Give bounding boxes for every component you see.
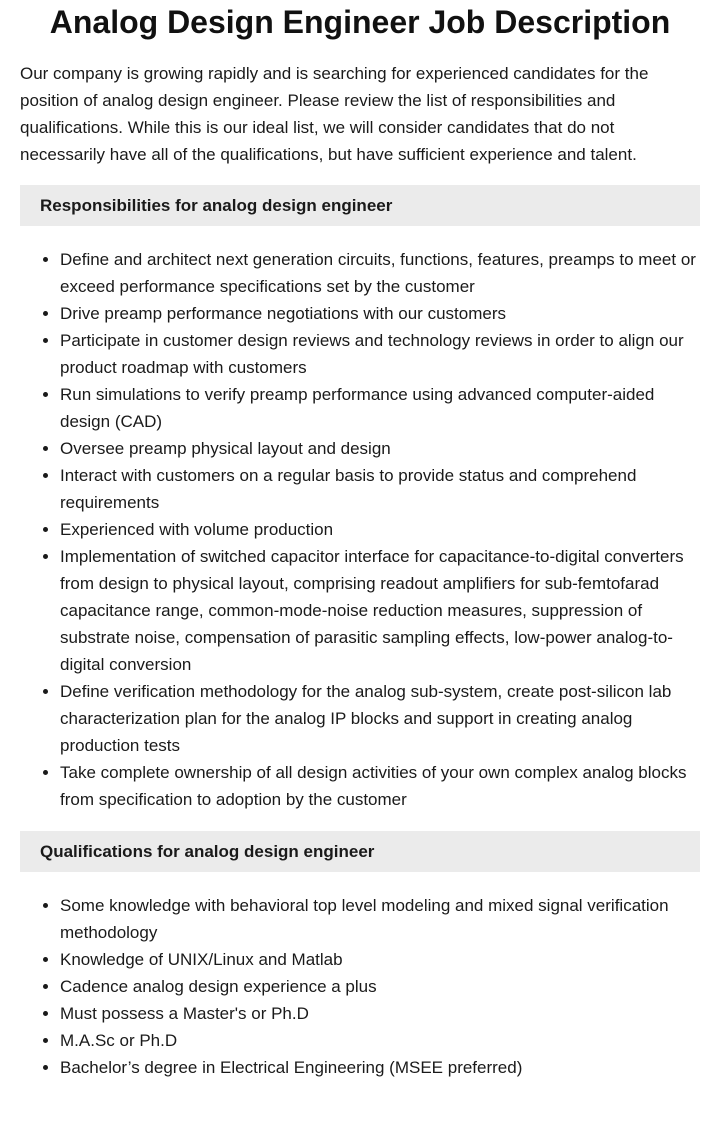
list-item: • Knowledge of UNIX/Linux and Matlab	[60, 946, 700, 973]
list-item: • Implementation of switched capacitor interface for capacitance-to-digital converters from design to physical layout, comprising readout amplifiers for sub-femtofarad capacitance range, common-mode-noise reduction measures, suppression of substrate noise, compensation of parasitic sampling effects, low-power analog-to-digital conversion	[60, 543, 700, 678]
list-item: • Interact with customers on a regular basis to provide status and comprehend requirements	[60, 462, 700, 516]
list-item: • Experienced with volume production	[60, 516, 700, 543]
list-item: • Define and architect next generation circuits, functions, features, preamps to meet or exceed performance specifications set by the customer	[60, 246, 700, 300]
qualifications-list	[20, 892, 700, 1081]
responsibilities-list	[20, 246, 700, 813]
list-item: • M.A.Sc or Ph.D	[60, 1027, 700, 1054]
responsibilities-heading: Responsibilities for analog design engineer	[20, 185, 700, 226]
list-item: • Cadence analog design experience a plus	[60, 973, 700, 1000]
qualifications-heading: Qualifications for analog design engineer	[20, 831, 700, 872]
list-item: • Bachelor’s degree in Electrical Engineering (MSEE preferred)	[60, 1054, 700, 1081]
intro-paragraph: Our company is growing rapidly and is searching for experienced candidates for the position of analog design engineer. Please review the list of responsibilities and qualifications. While this is our ideal list, we will consider candidates that do not necessarily have all of the qualifications, but have sufficient experience and talent.	[20, 64, 649, 164]
list-item: • Run simulations to verify preamp performance using advanced computer-aided design (CAD)	[60, 381, 700, 435]
list-item: • Some knowledge with behavioral top level modeling and mixed signal verification methodology	[60, 892, 700, 946]
list-item: • Must possess a Master's or Ph.D	[60, 1000, 700, 1027]
list-item: • Oversee preamp physical layout and design	[60, 435, 700, 462]
page-title: Analog Design Engineer Job Description	[49, 4, 671, 40]
list-item: • Define verification methodology for the analog sub-system, create post-silicon lab characterization plan for the analog IP blocks and support in creating analog production tests	[60, 678, 700, 759]
list-item: • Drive preamp performance negotiations with our customers	[60, 300, 700, 327]
list-item: • Participate in customer design reviews and technology reviews in order to align our product roadmap with customers	[60, 327, 700, 381]
list-item: • Take complete ownership of all design activities of your own complex analog blocks from specification to adoption by the customer	[60, 759, 700, 813]
